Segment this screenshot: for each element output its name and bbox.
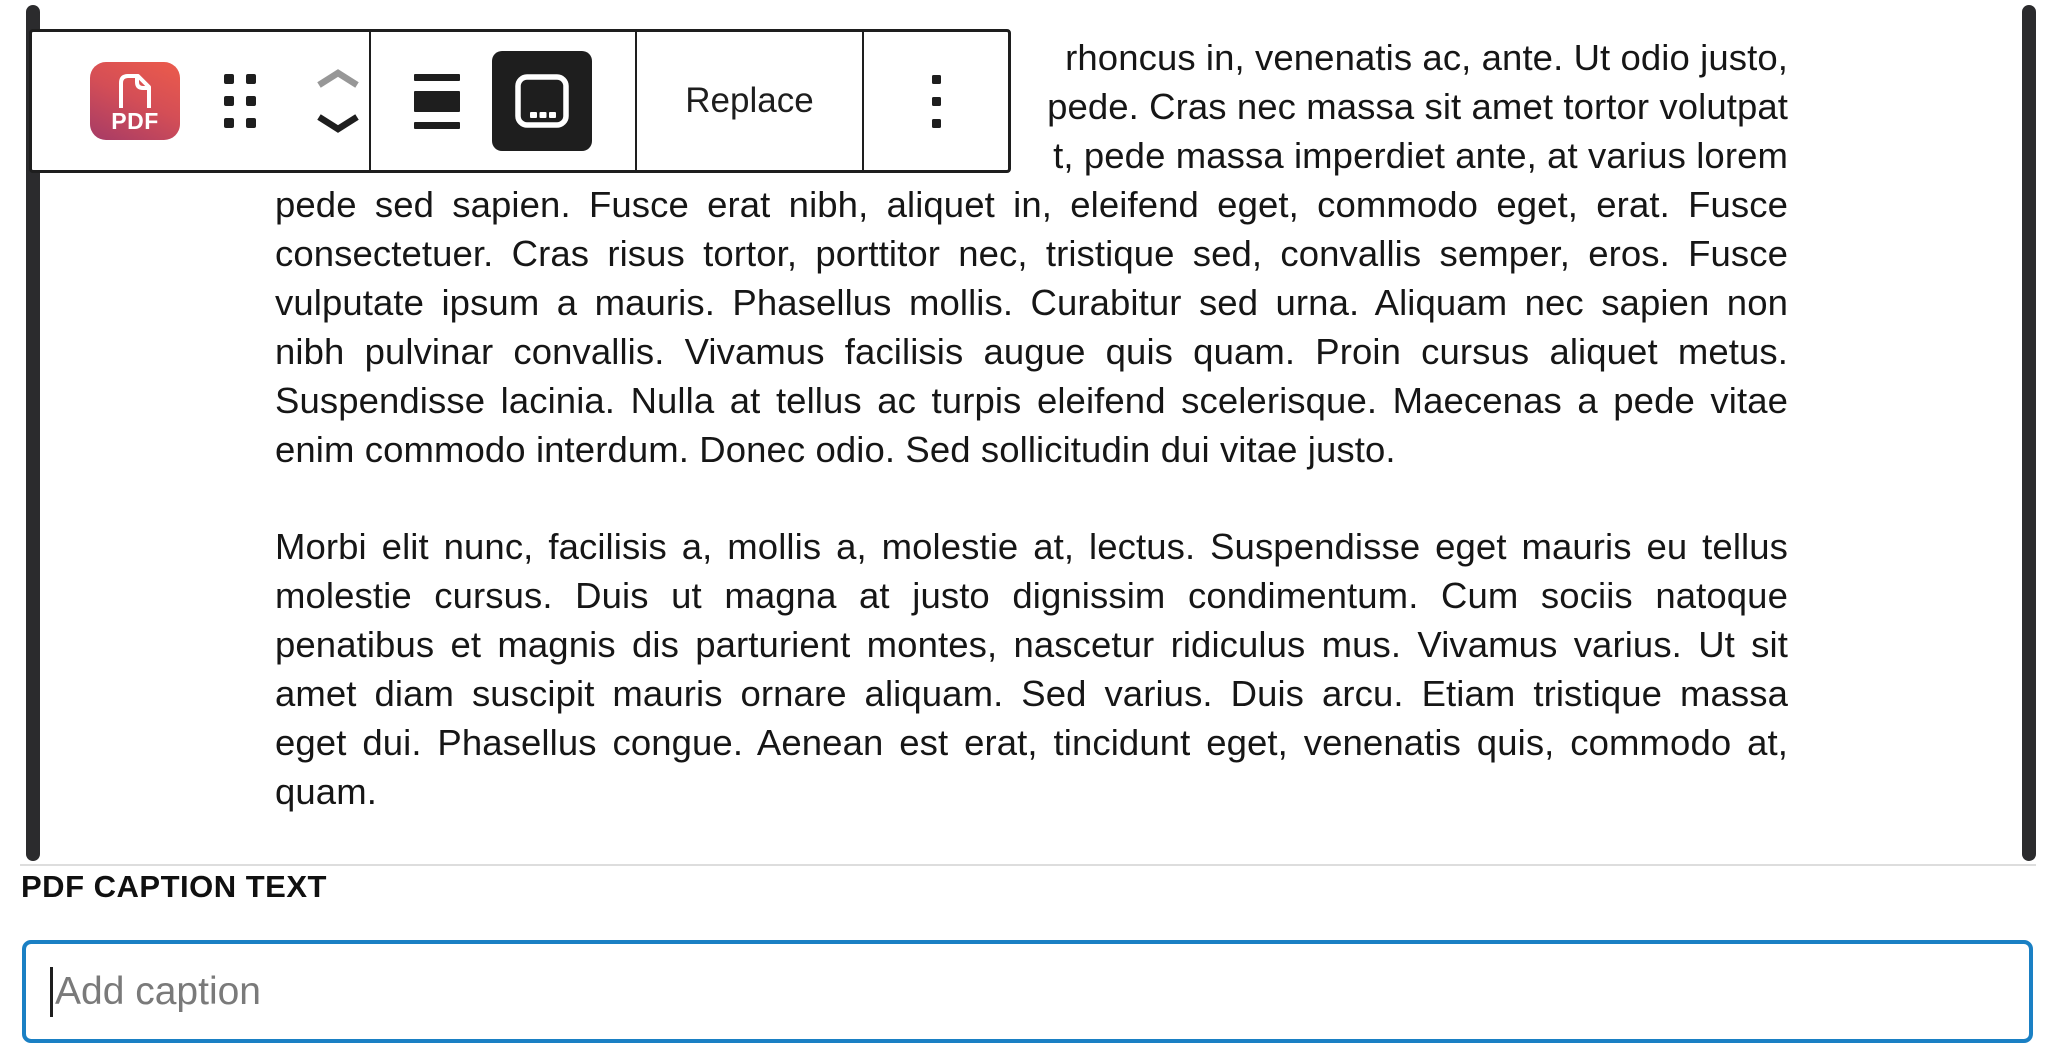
drag-handle-dots-icon (224, 96, 234, 106)
caption-label: PDF CAPTION TEXT (21, 869, 327, 904)
drag-handle-dots-icon (246, 74, 256, 84)
drag-handle-dots-icon (246, 96, 256, 106)
align-none-icon (414, 91, 460, 112)
pdf-text-line: eget dui. Phasellus congue. Aenean est erat, tincidunt eget, venenatis quis, commodo at, (275, 722, 1788, 763)
pdf-text-line: pede. Cras nec massa sit amet tortor volutpat (1047, 86, 1788, 127)
align-none-icon (414, 122, 460, 129)
toolbar-group-block (32, 32, 369, 170)
text-caret (50, 967, 53, 1017)
pdf-file-icon (112, 70, 158, 108)
pdf-paragraph (275, 522, 1788, 816)
block-toolbar (29, 29, 1011, 173)
toolbar-group-replace (635, 32, 862, 170)
pdf-text-line: molestie cursus. Duis ut magna at justo dignissim condimentum. Cum sociis natoque (275, 575, 1788, 616)
pdf-text-line: quam. (275, 771, 377, 812)
pdf-embed-bottom-rule (20, 864, 2036, 866)
toolbar-group-options (862, 32, 1008, 170)
pdf-text-line: t, pede massa imperdiet ante, at varius lorem (1053, 135, 1788, 176)
pdf-text-line: rhoncus in, venenatis ac, ante. Ut odio justo, (1065, 37, 1788, 78)
kebab-menu-icon (932, 75, 941, 84)
replace-button[interactable]: Replace (685, 81, 814, 120)
pdf-text-line: Morbi elit nunc, facilisis a, mollis a, molestie at, lectus. Suspendisse eget mauris eu tellus (275, 526, 1788, 567)
chevron-up-icon (314, 69, 362, 89)
pdf-block-type-button[interactable] (90, 62, 180, 140)
pdf-text-line: penatibus et magnis dis parturient montes, nascetur ridiculus mus. Vivamus varius. Ut sit (275, 624, 1788, 665)
pdf-embed-right-edge (2022, 5, 2036, 861)
drag-handle-dots-icon (224, 118, 234, 128)
pdf-text-line: amet diam suscipit mauris ornare aliquam. Sed varius. Duis arcu. Etiam tristique massa (275, 673, 1788, 714)
move-down-button[interactable] (314, 113, 362, 133)
pdf-text-line: consectetuer. Cras risus tortor, porttitor nec, tristique sed, convallis semper, eros. Fusce (275, 233, 1788, 274)
options-menu-button[interactable] (932, 75, 941, 128)
block-movers (314, 69, 362, 133)
drag-handle[interactable] (224, 74, 256, 128)
pdf-embed-toggle-button[interactable] (492, 51, 592, 151)
kebab-menu-icon (932, 97, 941, 106)
align-button[interactable] (414, 74, 460, 129)
pdf-text-line: nibh pulvinar convallis. Vivamus facilisis augue quis quam. Proin cursus aliquet metus. (275, 331, 1788, 372)
pdf-badge-label: PDF (111, 108, 159, 134)
caption-placeholder: Add caption (55, 969, 261, 1013)
kebab-menu-icon (932, 119, 941, 128)
pdf-text-line: vulputate ipsum a mauris. Phasellus mollis. Curabitur sed urna. Aliquam nec sapien non (275, 282, 1788, 323)
pdf-text-line: enim commodo interdum. Donec odio. Sed sollicitudin dui vitae justo. (275, 429, 1396, 470)
align-none-icon (414, 74, 460, 81)
caption-input[interactable] (22, 940, 2033, 1043)
pdf-embed-preview-icon (511, 70, 573, 132)
drag-handle-dots-icon (246, 118, 256, 128)
toolbar-group-settings (369, 32, 635, 170)
drag-handle-dots-icon (224, 74, 234, 84)
pdf-text-line: pede sed sapien. Fusce erat nibh, aliquet in, eleifend eget, commodo eget, erat. Fusce (275, 184, 1788, 225)
chevron-down-icon (314, 113, 362, 133)
pdf-text-line: Suspendisse lacinia. Nulla at tellus ac turpis eleifend scelerisque. Maecenas a pede vitae (275, 380, 1788, 421)
move-up-button[interactable] (314, 69, 362, 89)
